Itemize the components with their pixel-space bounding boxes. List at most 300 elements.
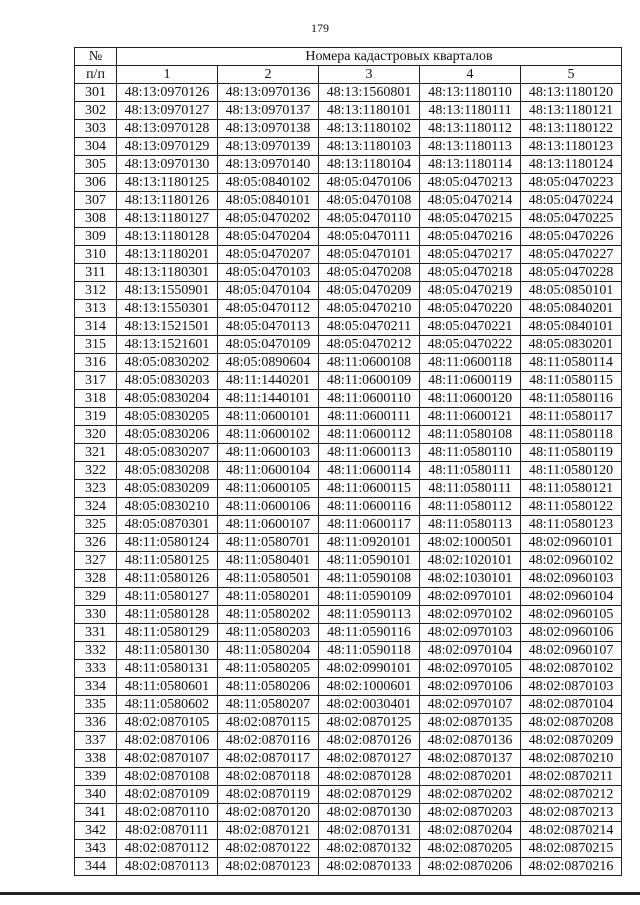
cadastral-number-cell: 48:13:1180113 (420, 138, 521, 156)
row-number-cell: 342 (75, 822, 117, 840)
cadastral-number-cell: 48:11:0580115 (521, 372, 622, 390)
row-number-cell: 326 (75, 534, 117, 552)
cadastral-number-cell: 48:02:0870216 (521, 858, 622, 876)
cadastral-number-cell: 48:02:0970103 (420, 624, 521, 642)
cadastral-number-cell: 48:05:0470111 (319, 228, 420, 246)
row-number-cell: 303 (75, 120, 117, 138)
row-number-cell: 304 (75, 138, 117, 156)
cadastral-number-cell: 48:02:0960107 (521, 642, 622, 660)
cadastral-number-cell: 48:02:0990101 (319, 660, 420, 678)
cadastral-number-cell: 48:05:0470211 (319, 318, 420, 336)
table-row (75, 624, 622, 642)
cadastral-number-cell: 48:05:0840201 (521, 300, 622, 318)
cadastral-number-cell: 48:13:1180101 (319, 102, 420, 120)
cadastral-number-cell: 48:02:0870127 (319, 750, 420, 768)
cadastral-number-cell: 48:13:1550301 (117, 300, 218, 318)
table-row (75, 552, 622, 570)
cadastral-number-cell: 48:02:0870206 (420, 858, 521, 876)
cadastral-number-cell: 48:11:0580108 (420, 426, 521, 444)
cadastral-number-cell: 48:02:0870112 (117, 840, 218, 858)
cadastral-number-cell: 48:13:1180127 (117, 210, 218, 228)
column-header-3: 3 (319, 66, 420, 84)
table-row (75, 246, 622, 264)
cadastral-number-cell: 48:11:0580401 (218, 552, 319, 570)
table-row (75, 282, 622, 300)
cadastral-number-cell: 48:02:0970106 (420, 678, 521, 696)
cadastral-number-cell: 48:11:0600106 (218, 498, 319, 516)
row-number-cell: 306 (75, 174, 117, 192)
cadastral-number-cell: 48:11:0580701 (218, 534, 319, 552)
table-row (75, 354, 622, 372)
cadastral-number-cell: 48:02:0870211 (521, 768, 622, 786)
cadastral-number-cell: 48:05:0470221 (420, 318, 521, 336)
cadastral-number-cell: 48:02:0870111 (117, 822, 218, 840)
row-number-cell: 336 (75, 714, 117, 732)
cadastral-number-cell: 48:02:0970102 (420, 606, 521, 624)
cadastral-number-cell: 48:05:0890604 (218, 354, 319, 372)
cadastral-number-cell: 48:02:0960104 (521, 588, 622, 606)
cadastral-number-cell: 48:11:0580205 (218, 660, 319, 678)
cadastral-number-cell: 48:02:0870120 (218, 804, 319, 822)
cadastral-number-cell: 48:11:0600101 (218, 408, 319, 426)
cadastral-number-cell: 48:02:0960105 (521, 606, 622, 624)
cadastral-number-cell: 48:05:0850101 (521, 282, 622, 300)
cadastral-number-cell: 48:11:0580201 (218, 588, 319, 606)
row-number-cell: 313 (75, 300, 117, 318)
cadastral-number-cell: 48:02:0870126 (319, 732, 420, 750)
cadastral-number-cell: 48:13:1180102 (319, 120, 420, 138)
table-row (75, 732, 622, 750)
cadastral-number-cell: 48:05:0470209 (319, 282, 420, 300)
cadastral-number-cell: 48:02:0870106 (117, 732, 218, 750)
cadastral-number-cell: 48:05:0830208 (117, 462, 218, 480)
cadastral-number-cell: 48:11:0600119 (420, 372, 521, 390)
cadastral-number-cell: 48:02:0870136 (420, 732, 521, 750)
cadastral-number-cell: 48:13:1180122 (521, 120, 622, 138)
cadastral-number-cell: 48:11:0580118 (521, 426, 622, 444)
cadastral-number-cell: 48:11:0580203 (218, 624, 319, 642)
table-row (75, 372, 622, 390)
cadastral-number-cell: 48:05:0470219 (420, 282, 521, 300)
cadastral-number-cell: 48:11:0580202 (218, 606, 319, 624)
cadastral-number-cell: 48:05:0830206 (117, 426, 218, 444)
table-row (75, 840, 622, 858)
cadastral-number-cell: 48:02:0870102 (521, 660, 622, 678)
cadastral-number-cell: 48:02:0870210 (521, 750, 622, 768)
cadastral-number-cell: 48:13:1180301 (117, 264, 218, 282)
cadastral-number-cell: 48:11:0580111 (420, 480, 521, 498)
cadastral-number-cell: 48:11:0590118 (319, 642, 420, 660)
cadastral-number-cell: 48:11:0600117 (319, 516, 420, 534)
row-number-cell: 334 (75, 678, 117, 696)
cadastral-number-cell: 48:11:0600118 (420, 354, 521, 372)
cadastral-number-cell: 48:05:0470218 (420, 264, 521, 282)
table-row (75, 588, 622, 606)
row-number-cell: 322 (75, 462, 117, 480)
cadastral-number-cell: 48:02:0870129 (319, 786, 420, 804)
table-row (75, 606, 622, 624)
cadastral-number-cell: 48:13:1180123 (521, 138, 622, 156)
cadastral-number-cell: 48:11:0590113 (319, 606, 420, 624)
cadastral-number-cell: 48:05:0830204 (117, 390, 218, 408)
table-row (75, 714, 622, 732)
cadastral-number-cell: 48:02:0960102 (521, 552, 622, 570)
cadastral-number-cell: 48:13:0970128 (117, 120, 218, 138)
cadastral-number-cell: 48:02:0870135 (420, 714, 521, 732)
cadastral-number-cell: 48:02:1020101 (420, 552, 521, 570)
row-number-cell: 316 (75, 354, 117, 372)
cadastral-number-cell: 48:13:1180125 (117, 174, 218, 192)
cadastral-number-cell: 48:11:0580124 (117, 534, 218, 552)
table-row (75, 408, 622, 426)
cadastral-number-cell: 48:02:0030401 (319, 696, 420, 714)
cadastral-number-cell: 48:13:0970126 (117, 84, 218, 102)
cadastral-number-cell: 48:05:0470106 (319, 174, 420, 192)
cadastral-number-cell: 48:05:0470108 (319, 192, 420, 210)
cadastral-number-cell: 48:02:0870128 (319, 768, 420, 786)
cadastral-number-cell: 48:11:1440101 (218, 390, 319, 408)
cadastral-number-cell: 48:05:0840102 (218, 174, 319, 192)
cadastral-number-cell: 48:11:0580114 (521, 354, 622, 372)
table-row (75, 390, 622, 408)
cadastral-number-cell: 48:13:0970139 (218, 138, 319, 156)
cadastral-number-cell: 48:11:0600120 (420, 390, 521, 408)
table-row (75, 120, 622, 138)
table-row (75, 300, 622, 318)
column-header-5: 5 (521, 66, 622, 84)
table-row (75, 84, 622, 102)
cadastral-number-cell: 48:11:0580130 (117, 642, 218, 660)
row-number-cell: 307 (75, 192, 117, 210)
row-number-cell: 323 (75, 480, 117, 498)
cadastral-number-cell: 48:13:1180111 (420, 102, 521, 120)
row-number-cell: 319 (75, 408, 117, 426)
cadastral-number-cell: 48:02:1030101 (420, 570, 521, 588)
row-number-cell: 327 (75, 552, 117, 570)
cadastral-number-cell: 48:11:0580125 (117, 552, 218, 570)
row-number-cell: 332 (75, 642, 117, 660)
row-number-cell: 315 (75, 336, 117, 354)
table-row (75, 678, 622, 696)
row-number-cell: 329 (75, 588, 117, 606)
cadastral-number-cell: 48:05:0470202 (218, 210, 319, 228)
cadastral-number-cell: 48:05:0470223 (521, 174, 622, 192)
table-row (75, 174, 622, 192)
cadastral-number-cell: 48:13:1521501 (117, 318, 218, 336)
cadastral-number-cell: 48:05:0470104 (218, 282, 319, 300)
cadastral-number-cell: 48:05:0470224 (521, 192, 622, 210)
cadastral-number-cell: 48:05:0470220 (420, 300, 521, 318)
cadastral-number-cell: 48:11:0580129 (117, 624, 218, 642)
cadastral-number-cell: 48:11:0600121 (420, 408, 521, 426)
cadastral-number-cell: 48:11:0580602 (117, 696, 218, 714)
cadastral-number-cell: 48:11:0580122 (521, 498, 622, 516)
table-row (75, 768, 622, 786)
cadastral-number-cell: 48:02:0870109 (117, 786, 218, 804)
cadastral-number-cell: 48:02:0870110 (117, 804, 218, 822)
row-number-cell: 320 (75, 426, 117, 444)
table-row (75, 786, 622, 804)
row-number-cell: 331 (75, 624, 117, 642)
cadastral-number-cell: 48:05:0470214 (420, 192, 521, 210)
cadastral-number-cell: 48:13:1180104 (319, 156, 420, 174)
cadastral-number-cell: 48:11:0580601 (117, 678, 218, 696)
cadastral-number-cell: 48:13:0970138 (218, 120, 319, 138)
cadastral-number-cell: 48:05:0470210 (319, 300, 420, 318)
cadastral-number-cell: 48:05:0470110 (319, 210, 420, 228)
cadastral-number-cell: 48:11:0600111 (319, 408, 420, 426)
cadastral-number-cell: 48:05:0470109 (218, 336, 319, 354)
cadastral-number-cell: 48:05:0830209 (117, 480, 218, 498)
cadastral-number-cell: 48:02:0870108 (117, 768, 218, 786)
cadastral-number-cell: 48:02:0870132 (319, 840, 420, 858)
cadastral-number-cell: 48:05:0830202 (117, 354, 218, 372)
cadastral-number-cell: 48:02:0870116 (218, 732, 319, 750)
column-header-4: 4 (420, 66, 521, 84)
cadastral-number-cell: 48:02:1000501 (420, 534, 521, 552)
table-row (75, 750, 622, 768)
column-header-2: 2 (218, 66, 319, 84)
table-row (75, 462, 622, 480)
cadastral-number-cell: 48:13:1180120 (521, 84, 622, 102)
cadastral-number-cell: 48:13:1180121 (521, 102, 622, 120)
cadastral-number-cell: 48:02:0870117 (218, 750, 319, 768)
cadastral-number-cell: 48:02:0970104 (420, 642, 521, 660)
cadastral-number-cell: 48:05:0470227 (521, 246, 622, 264)
cadastral-number-cell: 48:02:0970101 (420, 588, 521, 606)
row-number-cell: 324 (75, 498, 117, 516)
bottom-rule (0, 892, 640, 895)
cadastral-number-cell: 48:11:0590109 (319, 588, 420, 606)
row-number-cell: 335 (75, 696, 117, 714)
cadastral-number-cell: 48:11:0920101 (319, 534, 420, 552)
row-number-cell: 302 (75, 102, 117, 120)
cadastral-number-cell: 48:02:0870208 (521, 714, 622, 732)
row-number-cell: 339 (75, 768, 117, 786)
cadastral-number-cell: 48:11:0600104 (218, 462, 319, 480)
cadastral-number-cell: 48:13:0970127 (117, 102, 218, 120)
cadastral-number-cell: 48:11:0580112 (420, 498, 521, 516)
row-number-cell: 333 (75, 660, 117, 678)
cadastral-number-cell: 48:02:0870113 (117, 858, 218, 876)
cadastral-number-cell: 48:11:0580126 (117, 570, 218, 588)
cadastral-number-cell: 48:05:0830207 (117, 444, 218, 462)
cadastral-number-cell: 48:11:0590116 (319, 624, 420, 642)
cadastral-number-cell: 48:13:0970130 (117, 156, 218, 174)
cadastral-number-cell: 48:02:0870107 (117, 750, 218, 768)
row-number-cell: 328 (75, 570, 117, 588)
table-row (75, 480, 622, 498)
table-row (75, 264, 622, 282)
cadastral-number-cell: 48:11:0580206 (218, 678, 319, 696)
cadastral-number-cell: 48:05:0830205 (117, 408, 218, 426)
cadastral-number-cell: 48:05:0470112 (218, 300, 319, 318)
cadastral-number-cell: 48:11:0600108 (319, 354, 420, 372)
cadastral-number-cell: 48:02:0870123 (218, 858, 319, 876)
row-number-cell: 337 (75, 732, 117, 750)
cadastral-number-cell: 48:02:0870133 (319, 858, 420, 876)
cadastral-table (74, 47, 622, 876)
cadastral-number-cell: 48:02:0870122 (218, 840, 319, 858)
row-number-cell: 317 (75, 372, 117, 390)
row-number-cell: 309 (75, 228, 117, 246)
cadastral-number-cell: 48:11:0600105 (218, 480, 319, 498)
cadastral-number-cell: 48:13:1180114 (420, 156, 521, 174)
cadastral-number-cell: 48:11:0600102 (218, 426, 319, 444)
cadastral-number-cell: 48:02:0870131 (319, 822, 420, 840)
table-row (75, 804, 622, 822)
cadastral-number-cell: 48:11:0600116 (319, 498, 420, 516)
column-header-1: 1 (117, 66, 218, 84)
cadastral-number-cell: 48:11:0600103 (218, 444, 319, 462)
table-row (75, 192, 622, 210)
cadastral-number-cell: 48:11:0580121 (521, 480, 622, 498)
table-row (75, 318, 622, 336)
row-number-cell: 341 (75, 804, 117, 822)
cadastral-number-cell: 48:05:0470226 (521, 228, 622, 246)
table-row (75, 570, 622, 588)
cadastral-number-cell: 48:13:1560801 (319, 84, 420, 102)
cadastral-number-cell: 48:11:1440201 (218, 372, 319, 390)
cadastral-number-cell: 48:02:0870204 (420, 822, 521, 840)
cadastral-number-cell: 48:05:0470113 (218, 318, 319, 336)
cadastral-number-cell: 48:02:0960106 (521, 624, 622, 642)
cadastral-number-cell: 48:02:0870212 (521, 786, 622, 804)
row-number-cell: 312 (75, 282, 117, 300)
cadastral-number-cell: 48:02:0960101 (521, 534, 622, 552)
cadastral-number-cell: 48:11:0600109 (319, 372, 420, 390)
table-row (75, 210, 622, 228)
cadastral-number-cell: 48:11:0580131 (117, 660, 218, 678)
row-number-cell: 330 (75, 606, 117, 624)
row-number-cell: 301 (75, 84, 117, 102)
row-number-header-line2: п/п (75, 66, 117, 84)
cadastral-number-cell: 48:02:0870214 (521, 822, 622, 840)
cadastral-number-cell: 48:02:0870115 (218, 714, 319, 732)
cadastral-number-cell: 48:02:0870125 (319, 714, 420, 732)
cadastral-number-cell: 48:13:1180124 (521, 156, 622, 174)
cadastral-number-cell: 48:11:0600113 (319, 444, 420, 462)
cadastral-number-cell: 48:05:0470101 (319, 246, 420, 264)
cadastral-number-cell: 48:11:0590101 (319, 552, 420, 570)
table-row (75, 516, 622, 534)
table-row (75, 534, 622, 552)
cadastral-number-cell: 48:05:0840101 (521, 318, 622, 336)
cadastral-number-cell: 48:05:0470213 (420, 174, 521, 192)
row-number-cell: 310 (75, 246, 117, 264)
cadastral-number-cell: 48:05:0830201 (521, 336, 622, 354)
row-number-cell: 318 (75, 390, 117, 408)
table-row (75, 102, 622, 120)
cadastral-number-cell: 48:11:0600110 (319, 390, 420, 408)
row-number-cell: 338 (75, 750, 117, 768)
group-title-header: Номера кадастровых кварталов (117, 48, 622, 66)
cadastral-number-cell: 48:11:0600107 (218, 516, 319, 534)
cadastral-number-cell: 48:13:1550901 (117, 282, 218, 300)
cadastral-number-cell: 48:05:0840101 (218, 192, 319, 210)
cadastral-number-cell: 48:11:0580113 (420, 516, 521, 534)
cadastral-number-cell: 48:13:1180126 (117, 192, 218, 210)
row-number-cell: 340 (75, 786, 117, 804)
table-body (75, 84, 622, 876)
cadastral-number-cell: 48:02:0870215 (521, 840, 622, 858)
cadastral-number-cell: 48:02:1000601 (319, 678, 420, 696)
cadastral-number-cell: 48:05:0470228 (521, 264, 622, 282)
cadastral-number-cell: 48:11:0600115 (319, 480, 420, 498)
table-row (75, 444, 622, 462)
table-row (75, 660, 622, 678)
cadastral-number-cell: 48:02:0870137 (420, 750, 521, 768)
cadastral-number-cell: 48:02:0960103 (521, 570, 622, 588)
table-header (75, 48, 622, 84)
cadastral-number-cell: 48:02:0870105 (117, 714, 218, 732)
cadastral-number-cell: 48:02:0870130 (319, 804, 420, 822)
cadastral-number-cell: 48:11:0580128 (117, 606, 218, 624)
cadastral-number-cell: 48:11:0580111 (420, 462, 521, 480)
table-row (75, 228, 622, 246)
table-row (75, 156, 622, 174)
table-row (75, 138, 622, 156)
cadastral-number-cell: 48:05:0830210 (117, 498, 218, 516)
cadastral-number-cell: 48:02:0870118 (218, 768, 319, 786)
cadastral-number-cell: 48:05:0470103 (218, 264, 319, 282)
cadastral-number-cell: 48:02:0870203 (420, 804, 521, 822)
table-row (75, 858, 622, 876)
table-row (75, 426, 622, 444)
cadastral-number-cell: 48:11:0580117 (521, 408, 622, 426)
cadastral-number-cell: 48:11:0580127 (117, 588, 218, 606)
cadastral-number-cell: 48:02:0970105 (420, 660, 521, 678)
cadastral-number-cell: 48:05:0470204 (218, 228, 319, 246)
cadastral-number-cell: 48:05:0470212 (319, 336, 420, 354)
table-row (75, 696, 622, 714)
cadastral-number-cell: 48:02:0870201 (420, 768, 521, 786)
table-row (75, 822, 622, 840)
cadastral-number-cell: 48:02:0870119 (218, 786, 319, 804)
cadastral-number-cell: 48:05:0470208 (319, 264, 420, 282)
cadastral-number-cell: 48:13:1521601 (117, 336, 218, 354)
cadastral-number-cell: 48:05:0870301 (117, 516, 218, 534)
cadastral-number-cell: 48:02:0870213 (521, 804, 622, 822)
cadastral-number-cell: 48:11:0580110 (420, 444, 521, 462)
cadastral-number-cell: 48:05:0470207 (218, 246, 319, 264)
cadastral-number-cell: 48:05:0470216 (420, 228, 521, 246)
cadastral-number-cell: 48:11:0580116 (521, 390, 622, 408)
cadastral-number-cell: 48:11:0580123 (521, 516, 622, 534)
row-number-cell: 344 (75, 858, 117, 876)
cadastral-number-cell: 48:11:0580204 (218, 642, 319, 660)
row-number-cell: 343 (75, 840, 117, 858)
cadastral-number-cell: 48:02:0970107 (420, 696, 521, 714)
cadastral-number-cell: 48:11:0580120 (521, 462, 622, 480)
row-number-cell: 314 (75, 318, 117, 336)
cadastral-number-cell: 48:05:0470222 (420, 336, 521, 354)
cadastral-number-cell: 48:11:0590108 (319, 570, 420, 588)
cadastral-number-cell: 48:13:0970129 (117, 138, 218, 156)
cadastral-number-cell: 48:05:0470225 (521, 210, 622, 228)
table-row (75, 336, 622, 354)
cadastral-number-cell: 48:11:0600112 (319, 426, 420, 444)
cadastral-number-cell: 48:02:0870121 (218, 822, 319, 840)
cadastral-number-cell: 48:13:1180128 (117, 228, 218, 246)
cadastral-number-cell: 48:11:0580501 (218, 570, 319, 588)
cadastral-number-cell: 48:05:0830203 (117, 372, 218, 390)
cadastral-number-cell: 48:13:0970140 (218, 156, 319, 174)
cadastral-number-cell: 48:11:0600114 (319, 462, 420, 480)
row-number-cell: 325 (75, 516, 117, 534)
row-number-cell: 321 (75, 444, 117, 462)
row-number-cell: 311 (75, 264, 117, 282)
